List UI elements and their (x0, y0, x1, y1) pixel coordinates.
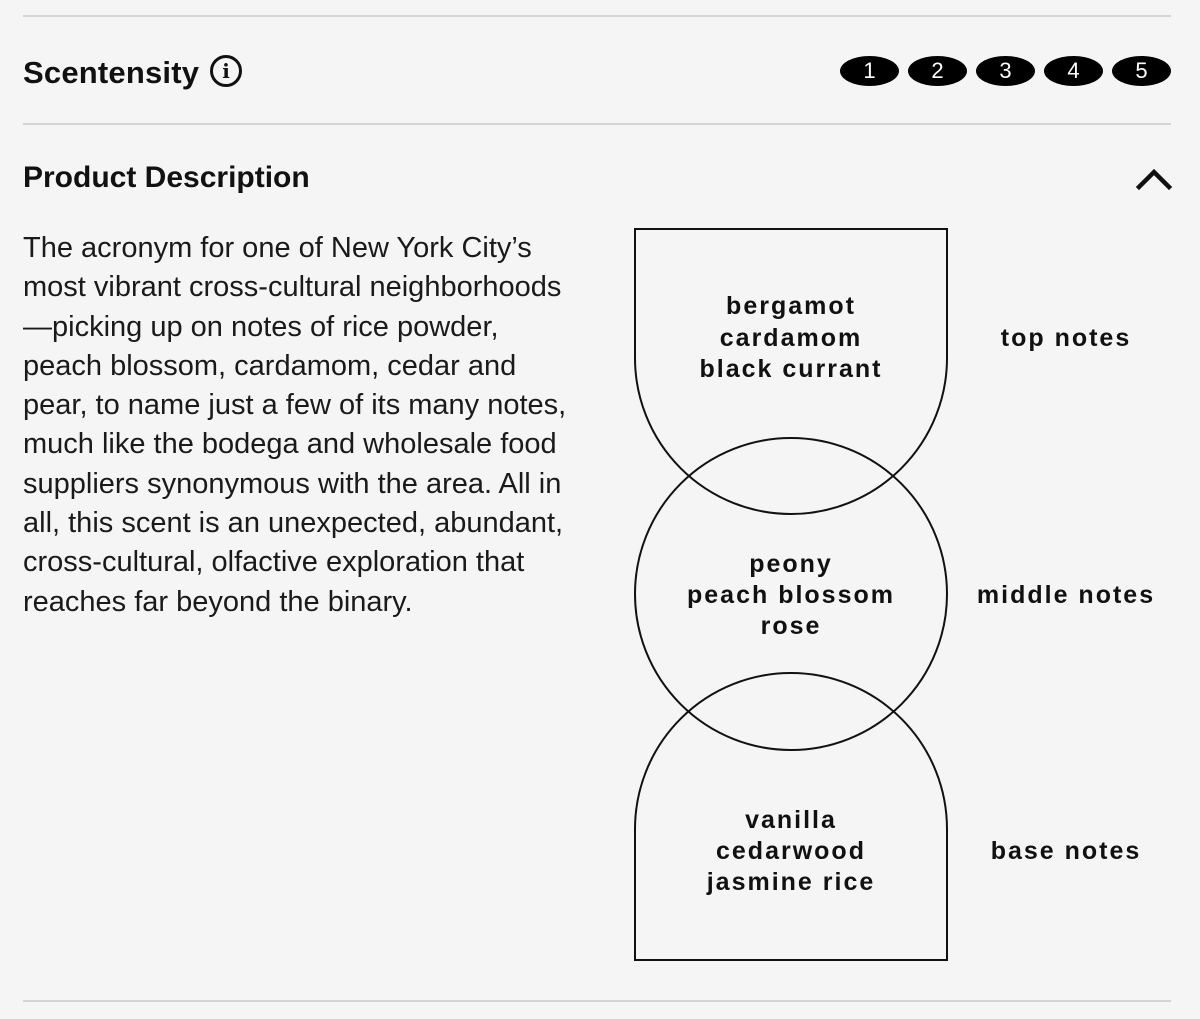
intensity-level-4: 4 (1044, 56, 1103, 86)
middle-note-item: peach blossom (687, 581, 895, 609)
top-note-item: bergamot (726, 292, 856, 320)
top-notes-label: top notes (1000, 324, 1132, 352)
product-description-heading: Product Description (23, 161, 310, 194)
base-note-item: cedarwood (716, 837, 866, 865)
intensity-level-1: 1 (840, 56, 899, 86)
base-notes-label: base notes (990, 837, 1142, 865)
intensity-level-3: 3 (976, 56, 1035, 86)
middle-note-item: rose (760, 612, 822, 640)
product-description-text: The acronym for one of New York City’s most vibrant cross-cultural neighborhoods—picking up on notes of rice powder, peach blossom, cardamom, cedar and pear, to name just a few of its many notes, much like the bodega and wholesale food suppliers synonymous with the area. All in all, this scent is an unexpected, abundant, cross-cultural, olfactive exploration that reaches far beyond the binary. (23, 232, 567, 618)
bottom-divider (23, 1000, 1171, 1002)
intensity-level-5: 5 (1112, 56, 1171, 86)
middle-notes-label: middle notes (976, 581, 1156, 609)
top-note-item: cardamom (719, 324, 863, 352)
base-note-item: vanilla (745, 806, 837, 834)
top-note-item: black currant (699, 355, 883, 383)
middle-note-item: peony (749, 550, 833, 578)
base-note-item: jasmine rice (706, 868, 876, 896)
scentensity-label: Scentensity (23, 55, 200, 90)
intensity-level-2: 2 (908, 56, 967, 86)
info-icon[interactable]: i (210, 55, 242, 87)
